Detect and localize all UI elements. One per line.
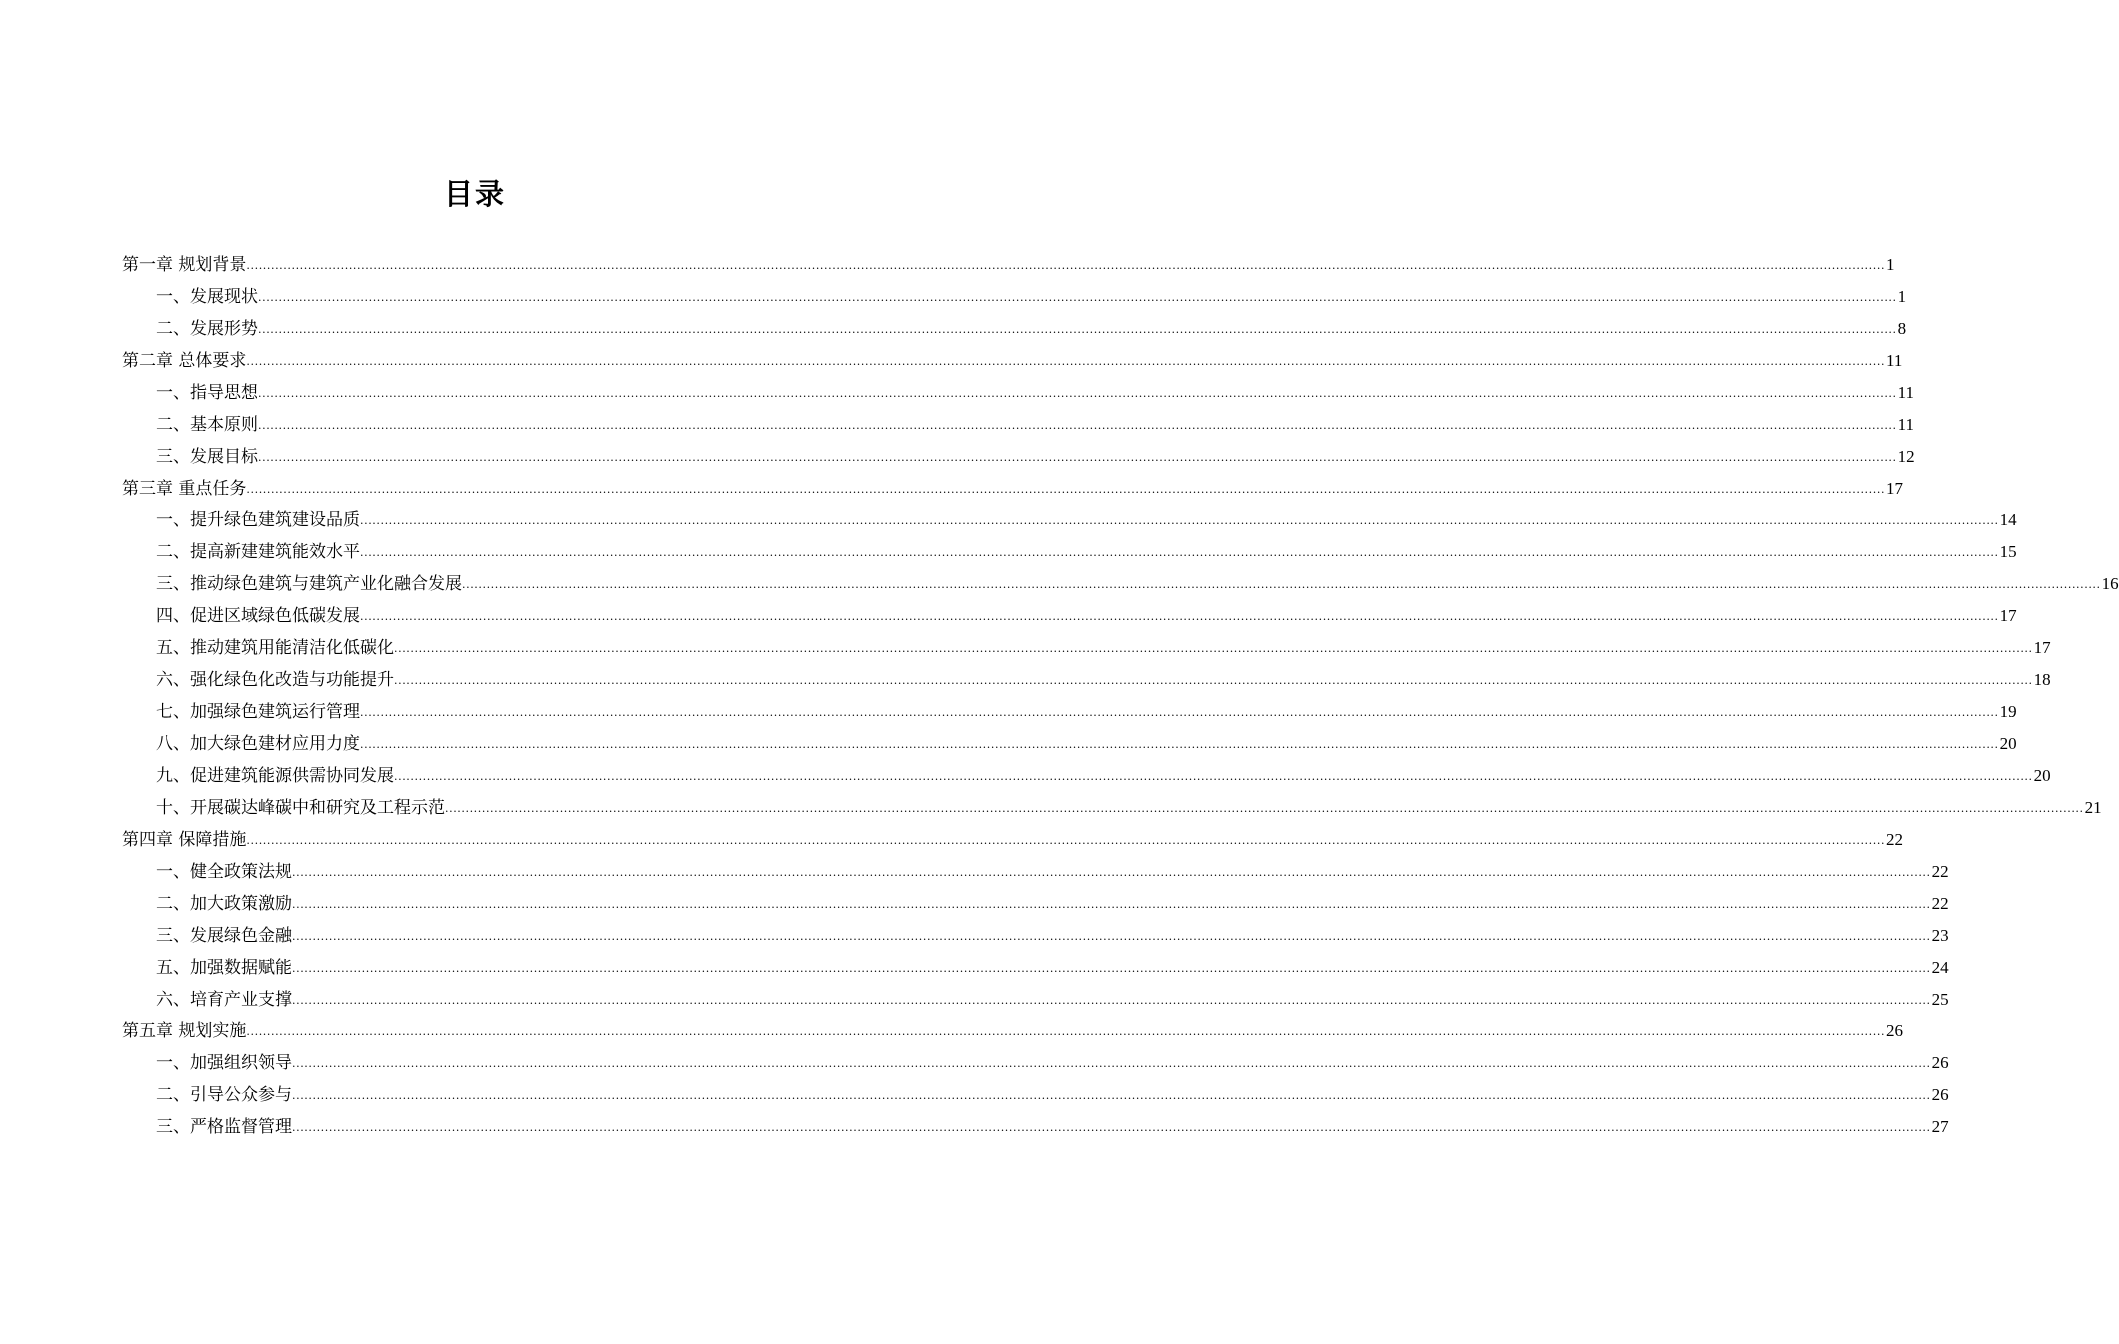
toc-section-entry[interactable] bbox=[122, 372, 1915, 404]
toc-dot-leader: ................................................................................................................................................................................................................................................................................................................................................................................................................ bbox=[360, 610, 1999, 624]
toc-section-entry[interactable] bbox=[122, 276, 1907, 308]
toc-entry-label: 二、加大政策激励 bbox=[156, 893, 292, 914]
toc-dot-leader: ................................................................................................................................................................................................................................................................................................................................................................................................................ bbox=[292, 865, 1931, 879]
toc-dot-leader: ................................................................................................................................................................................................................................................................................................................................................................................................................ bbox=[292, 897, 1931, 911]
toc-page-number: 18 bbox=[2033, 670, 2051, 690]
toc-entry-label: 五、推动建筑用能清洁化低碳化 bbox=[156, 638, 394, 659]
toc-page-number: 11 bbox=[1897, 414, 1915, 434]
toc-dot-leader: ................................................................................................................................................................................................................................................................................................................................................................................................................ bbox=[246, 482, 1886, 496]
toc-dot-leader: ................................................................................................................................................................................................................................................................................................................................................................................................................ bbox=[462, 578, 2101, 592]
toc-dot-leader: ................................................................................................................................................................................................................................................................................................................................................................................................................ bbox=[394, 674, 2033, 688]
toc-chapter-entry[interactable] bbox=[122, 468, 1904, 500]
toc-entry-label: 三、发展目标 bbox=[156, 446, 258, 467]
toc-entry-label: 四、促进区域绿色低碳发展 bbox=[156, 606, 360, 627]
toc-section-entry[interactable] bbox=[122, 1074, 1949, 1106]
toc-entry-label: 二、提高新建建筑能效水平 bbox=[156, 542, 360, 563]
toc-dot-leader: ................................................................................................................................................................................................................................................................................................................................................................................................................ bbox=[394, 642, 2033, 656]
toc-entry-label: 第五章 规划实施 bbox=[122, 1021, 247, 1042]
toc-page-number: 1 bbox=[1897, 286, 1907, 306]
toc-entry-label: 八、加大绿色建材应用力度 bbox=[156, 734, 360, 754]
toc-page-number: 20 bbox=[2033, 765, 2051, 785]
toc-chapter-entry[interactable] bbox=[122, 1011, 1904, 1043]
toc-chapter-entry[interactable] bbox=[122, 819, 1904, 851]
toc-dot-leader: ................................................................................................................................................................................................................................................................................................................................................................................................................ bbox=[445, 801, 2084, 815]
toc-page-number: 1 bbox=[1886, 254, 1895, 274]
toc-dot-leader: ................................................................................................................................................................................................................................................................................................................................................................................................................ bbox=[246, 1025, 1886, 1039]
toc-dot-leader: ................................................................................................................................................................................................................................................................................................................................................................................................................ bbox=[292, 1089, 1931, 1103]
toc-entry-label: 一、健全政策法规 bbox=[156, 861, 292, 882]
toc-entry-label: 第二章 总体要求 bbox=[122, 350, 247, 371]
toc-dot-leader: ................................................................................................................................................................................................................................................................................................................................................................................................................ bbox=[258, 290, 1897, 304]
toc-dot-leader: ................................................................................................................................................................................................................................................................................................................................................................................................................ bbox=[246, 354, 1886, 368]
toc-section-entry[interactable] bbox=[122, 436, 1915, 468]
toc-section-entry[interactable] bbox=[122, 308, 1907, 340]
toc-page-number: 26 bbox=[1886, 1021, 1904, 1041]
toc-page-number: 17 bbox=[1999, 606, 2017, 626]
toc-dot-leader: ................................................................................................................................................................................................................................................................................................................................................................................................................ bbox=[292, 1057, 1931, 1071]
toc-entry-label: 七、加强绿色建筑运行管理 bbox=[156, 702, 360, 723]
toc-page-number: 11 bbox=[1886, 350, 1903, 370]
toc-dot-leader: ................................................................................................................................................................................................................................................................................................................................................................................................................ bbox=[258, 386, 1897, 400]
toc-section-entry[interactable] bbox=[122, 691, 2017, 723]
toc-section-entry[interactable] bbox=[122, 531, 2017, 563]
toc-entry-label: 六、强化绿色化改造与功能提升 bbox=[156, 670, 394, 691]
toc-page-number: 17 bbox=[1886, 478, 1904, 498]
toc-entry-label: 二、基本原则 bbox=[156, 414, 258, 435]
toc-entry-label: 六、培育产业支撑 bbox=[156, 989, 292, 1010]
toc-section-entry[interactable] bbox=[122, 627, 2051, 659]
toc-dot-leader: ................................................................................................................................................................................................................................................................................................................................................................................................................ bbox=[360, 514, 1999, 528]
toc-entry-label: 九、促进建筑能源供需协同发展 bbox=[156, 765, 394, 786]
toc-entry-label: 三、发展绿色金融 bbox=[156, 925, 292, 946]
toc-entry-label: 第四章 保障措施 bbox=[122, 829, 247, 850]
toc-dot-leader: ................................................................................................................................................................................................................................................................................................................................................................................................................ bbox=[246, 833, 1886, 847]
toc-section-entry[interactable] bbox=[122, 1106, 1949, 1138]
toc-entry-label: 一、指导思想 bbox=[156, 382, 258, 403]
toc-section-entry[interactable] bbox=[122, 404, 1915, 436]
page-title: 目录 bbox=[443, 177, 506, 211]
toc-page-number: 11 bbox=[1897, 382, 1915, 402]
toc-section-entry[interactable] bbox=[122, 755, 2051, 787]
toc-entry-label: 一、加强组织领导 bbox=[156, 1053, 292, 1074]
toc-section-entry[interactable] bbox=[122, 500, 2017, 532]
toc-dot-leader: ................................................................................................................................................................................................................................................................................................................................................................................................................ bbox=[292, 1121, 1931, 1135]
toc-page-number: 24 bbox=[1931, 957, 1949, 977]
toc-dot-leader: ................................................................................................................................................................................................................................................................................................................................................................................................................ bbox=[292, 961, 1931, 975]
toc-page-number: 17 bbox=[2033, 638, 2051, 658]
toc-entry-label: 第一章 规划背景 bbox=[122, 254, 247, 275]
toc-entry-label: 五、加强数据赋能 bbox=[156, 957, 292, 978]
toc-dot-leader: ................................................................................................................................................................................................................................................................................................................................................................................................................ bbox=[360, 546, 1999, 560]
toc-page-number: 26 bbox=[1931, 1085, 1949, 1105]
table-of-contents bbox=[122, 244, 2119, 1138]
toc-dot-leader: ................................................................................................................................................................................................................................................................................................................................................................................................................ bbox=[360, 738, 1999, 751]
toc-page-number: 16 bbox=[2101, 574, 2119, 594]
toc-page-number: 14 bbox=[1999, 510, 2017, 530]
toc-section-entry[interactable] bbox=[122, 979, 1949, 1011]
toc-section-entry[interactable] bbox=[122, 851, 1949, 883]
toc-dot-leader: ................................................................................................................................................................................................................................................................................................................................................................................................................ bbox=[360, 706, 1999, 720]
toc-entry-label: 一、发展现状 bbox=[156, 286, 258, 307]
toc-page-number: 22 bbox=[1886, 829, 1904, 849]
toc-page-number: 23 bbox=[1931, 925, 1949, 945]
toc-chapter-entry[interactable] bbox=[122, 244, 1895, 276]
toc-page-number: 27 bbox=[1931, 1117, 1949, 1137]
toc-page-number: 8 bbox=[1897, 318, 1907, 338]
toc-section-entry[interactable] bbox=[122, 723, 2017, 755]
toc-dot-leader: ................................................................................................................................................................................................................................................................................................................................................................................................................ bbox=[246, 258, 1886, 272]
toc-entry-label: 一、提升绿色建筑建设品质 bbox=[156, 510, 360, 531]
toc-section-entry[interactable] bbox=[122, 947, 1949, 979]
toc-entry-label: 第三章 重点任务 bbox=[122, 478, 247, 499]
toc-page-number: 22 bbox=[1931, 861, 1949, 881]
toc-section-entry[interactable] bbox=[122, 595, 2017, 627]
toc-page-number: 22 bbox=[1931, 893, 1949, 913]
toc-dot-leader: ................................................................................................................................................................................................................................................................................................................................................................................................................ bbox=[258, 418, 1897, 432]
toc-page-number: 26 bbox=[1931, 1053, 1949, 1073]
toc-dot-leader: ................................................................................................................................................................................................................................................................................................................................................................................................................ bbox=[258, 450, 1897, 464]
toc-dot-leader: ................................................................................................................................................................................................................................................................................................................................................................................................................ bbox=[394, 769, 2033, 783]
toc-section-entry[interactable] bbox=[122, 1042, 1949, 1074]
toc-chapter-entry[interactable] bbox=[122, 340, 1903, 372]
toc-entry-label: 三、推动绿色建筑与建筑产业化融合发展 bbox=[156, 574, 462, 595]
toc-entry-label: 三、严格监督管理 bbox=[156, 1117, 292, 1138]
toc-dot-leader: ................................................................................................................................................................................................................................................................................................................................................................................................................ bbox=[258, 322, 1897, 336]
toc-page-number: 21 bbox=[2084, 797, 2102, 817]
toc-dot-leader: ................................................................................................................................................................................................................................................................................................................................................................................................................ bbox=[292, 993, 1931, 1007]
toc-dot-leader: ................................................................................................................................................................................................................................................................................................................................................................................................................ bbox=[292, 929, 1931, 943]
toc-section-entry[interactable] bbox=[122, 659, 2051, 691]
toc-entry-label: 二、发展形势 bbox=[156, 318, 258, 339]
toc-entry-label: 二、引导公众参与 bbox=[156, 1085, 292, 1106]
toc-section-entry[interactable] bbox=[122, 563, 2119, 595]
toc-page-number: 20 bbox=[1999, 734, 2017, 753]
toc-page-number: 12 bbox=[1897, 446, 1915, 466]
toc-section-entry[interactable] bbox=[122, 915, 1949, 947]
toc-page-number: 19 bbox=[1999, 702, 2017, 722]
toc-page-number: 15 bbox=[1999, 542, 2017, 562]
toc-section-entry[interactable] bbox=[122, 883, 1949, 915]
toc-page-number: 25 bbox=[1931, 989, 1949, 1009]
toc-section-entry[interactable] bbox=[122, 787, 2102, 819]
toc-entry-label: 十、开展碳达峰碳中和研究及工程示范 bbox=[156, 797, 445, 818]
